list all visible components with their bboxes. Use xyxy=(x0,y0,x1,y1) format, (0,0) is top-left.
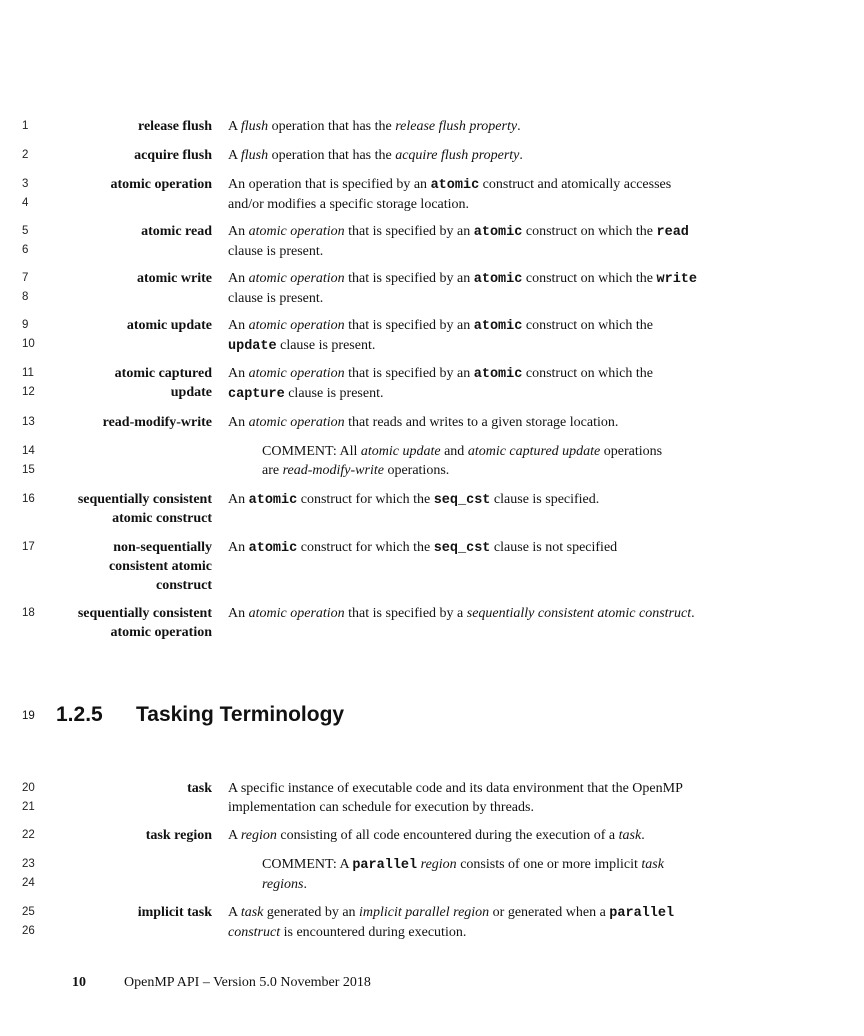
line-number: 21 xyxy=(22,801,35,813)
line-number: 13 xyxy=(22,416,35,428)
definition: An atomic operation that is specified by an atomic construct on which the capture clause is present. xyxy=(228,366,653,402)
line-number: 9 xyxy=(22,319,29,331)
line-number: 20 xyxy=(22,782,35,794)
term: sequentially consistent atomic operation xyxy=(77,606,212,640)
definition: An atomic construct for which the seq_cst clause is not specified xyxy=(228,540,618,556)
term: sequentially consistent atomic construct xyxy=(77,492,212,526)
definition: A flush operation that has the release flush property. xyxy=(228,119,521,134)
page-number: 10 xyxy=(72,975,86,990)
definition: An operation that is specified by an atomic construct and atomically accesses and/or modifies a specific storage location. xyxy=(228,177,672,212)
line-number: 1 xyxy=(22,120,29,132)
line-number: 19 xyxy=(22,710,35,722)
term: release flush xyxy=(137,119,212,134)
line-number: 16 xyxy=(22,493,35,505)
term: non-sequentially consistent atomic construct xyxy=(108,540,212,593)
line-number: 25 xyxy=(22,906,35,918)
definition: An atomic operation that is specified by an atomic construct on which the read clause is present. xyxy=(228,224,689,259)
line-number: 15 xyxy=(22,464,35,476)
term: read-modify-write xyxy=(102,415,212,430)
term: implicit task xyxy=(137,905,212,920)
term: atomic update xyxy=(126,318,212,333)
definition: An atomic operation that reads and writes to a given storage location. xyxy=(228,415,619,430)
definition: An atomic operation that is specified by an atomic construct on which the write clause is present. xyxy=(228,271,698,306)
line-number: 3 xyxy=(22,178,29,190)
definition: An atomic operation that is specified by a sequentially consistent atomic construct. xyxy=(228,606,695,621)
definition: An atomic operation that is specified by an atomic construct on which the update clause is present. xyxy=(228,318,653,354)
definition: A flush operation that has the acquire flush property. xyxy=(228,148,523,163)
line-number: 2 xyxy=(22,149,29,161)
footer-text: OpenMP API – Version 5.0 November 2018 xyxy=(124,975,371,990)
term: task xyxy=(187,781,212,796)
term: atomic read xyxy=(141,224,212,239)
section-number: 1.2.5 xyxy=(56,703,103,726)
line-number: 14 xyxy=(22,445,35,457)
line-number: 12 xyxy=(22,386,35,398)
section-title: Tasking Terminology xyxy=(136,703,345,726)
line-number: 24 xyxy=(22,877,35,889)
term: atomic write xyxy=(136,271,212,286)
line-number: 26 xyxy=(22,925,35,937)
comment-text: COMMENT: All atomic update and atomic captured update operations are read-modify-write operations. xyxy=(262,444,663,478)
line-number: 11 xyxy=(22,367,34,379)
term: atomic captured update xyxy=(114,366,212,400)
comment-text: COMMENT: A parallel region consists of one or more implicit task regions. xyxy=(262,857,664,892)
line-number: 5 xyxy=(22,225,29,237)
definition: A specific instance of executable code and its data environment that the OpenMP implementation can schedule for execution by threads. xyxy=(228,781,683,815)
line-number: 10 xyxy=(22,338,35,350)
line-number: 7 xyxy=(22,272,29,284)
term: acquire flush xyxy=(134,148,212,163)
line-number: 23 xyxy=(22,858,35,870)
definition: A region consisting of all code encountered during the execution of a task. xyxy=(228,828,645,843)
line-number: 4 xyxy=(22,197,29,209)
line-number: 18 xyxy=(22,607,35,619)
line-number: 22 xyxy=(22,829,35,841)
line-number: 6 xyxy=(22,244,29,256)
line-number: 17 xyxy=(22,541,35,553)
line-number: 8 xyxy=(22,291,29,303)
definition: A task generated by an implicit parallel region or generated when a parallel construct is encountered during execution. xyxy=(228,905,675,940)
term: task region xyxy=(145,828,212,843)
term: atomic operation xyxy=(110,177,212,192)
definition: An atomic construct for which the seq_cst clause is specified. xyxy=(228,492,600,508)
